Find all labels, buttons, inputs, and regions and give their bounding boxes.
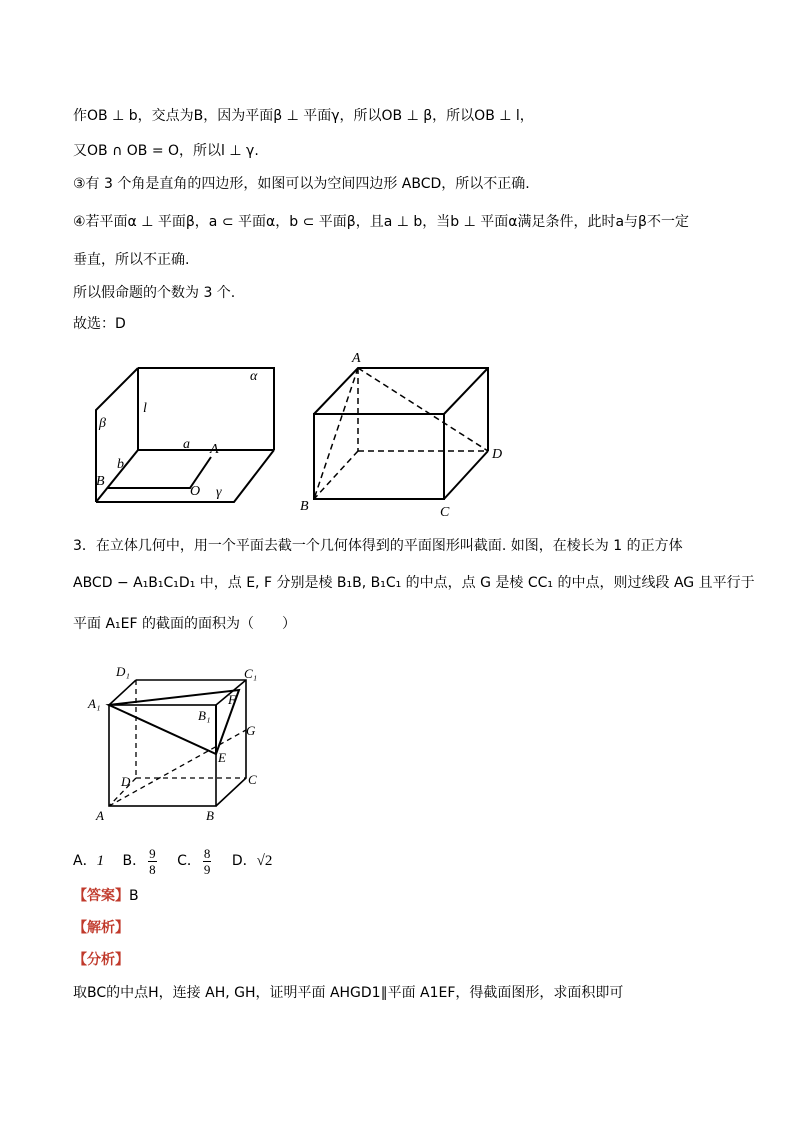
label-A: A (210, 442, 219, 457)
figure-box-abcd (294, 348, 524, 524)
label-beta: β (99, 416, 106, 431)
label-l: l (143, 401, 147, 416)
question-line-1: 3．在立体几何中，用一个平面去截一个几何体得到的平面图形叫截面. 如图，在棱长为 1 的正方体 (73, 538, 683, 554)
label-A: A (96, 808, 104, 823)
label-D1: D₁ (116, 664, 130, 679)
label-A: A (352, 351, 361, 366)
label-C: C (248, 772, 257, 787)
figure-cube (86, 660, 266, 830)
label-O: O (190, 484, 201, 499)
figure-planes (84, 360, 284, 510)
label-gamma: γ (216, 485, 222, 500)
fraction-8-9: $\frac{8}{9}$ (203, 845, 211, 877)
solution-line-5: 垂直，所以不正确. (73, 252, 190, 268)
label-G: G (246, 723, 256, 738)
answer-line (73, 886, 139, 906)
solution-line-4: ④若平面α ⊥ 平面β，a ⊂ 平面α，b ⊂ 平面β，且a ⊥ b，当b ⊥ 平面α满足条件，此时a与β不一定 (73, 214, 689, 230)
label-A1: A₁ (88, 696, 101, 711)
fenxi-tag: 【分析】 (73, 952, 129, 968)
label-a: a (183, 437, 190, 452)
label-alpha: α (250, 369, 258, 384)
solution-line-7: 故选：D (73, 316, 126, 332)
answer-options (73, 844, 286, 878)
label-C: C (440, 505, 450, 520)
solution-line-2: 又OB ∩ OB = O，所以l ⊥ γ. (73, 143, 259, 159)
label-C1: C₁ (244, 666, 258, 681)
question-line-2: ABCD − A₁B₁C₁D₁ 中，点 E, F 分别是棱 B₁B, B₁C₁ 的中点，点 G 是棱 CC₁ 的中点，则过线段 AG 且平行于 (73, 575, 755, 591)
answer-tag: 【答案】 (73, 888, 129, 904)
analysis-tag: 【解析】 (73, 920, 129, 936)
label-B: B (206, 808, 214, 823)
solution-line-3: ③有 3 个角是直角的四边形，如图可以为空间四边形 ABCD，所以不正确. (73, 176, 530, 192)
solution-line-1: 作OB ⊥ b，交点为B，因为平面β ⊥ 平面γ，所以OB ⊥ β，所以OB ⊥ l， (73, 108, 534, 124)
label-E: E (218, 750, 226, 765)
fraction-9-8: $\frac{9}{8}$ (149, 845, 156, 877)
option-b[interactable]: B． $\frac{9}{8}$ (122, 845, 156, 877)
solution-line-6: 所以假命题的个数为 3 个. (73, 285, 236, 301)
question-line-3: 平面 A₁EF 的截面的面积为（ ） (73, 616, 296, 632)
label-D: D (121, 774, 131, 789)
answer-value: B (129, 888, 139, 904)
option-d[interactable]: D．√2 (231, 853, 273, 869)
label-b: b (117, 457, 124, 472)
label-F: F (228, 692, 236, 707)
analysis-text: 取BC的中点H，连接 AH, GH，证明平面 AHGD1∥平面 A1EF，得截面图形，求面积即可 (73, 985, 624, 1001)
option-c[interactable]: C． $\frac{8}{9}$ (177, 845, 211, 877)
label-B: B (96, 474, 105, 489)
label-D: D (492, 447, 503, 462)
label-B: B (300, 499, 309, 514)
option-a[interactable]: A．1 (73, 853, 105, 869)
label-B1: B₁ (198, 708, 211, 723)
